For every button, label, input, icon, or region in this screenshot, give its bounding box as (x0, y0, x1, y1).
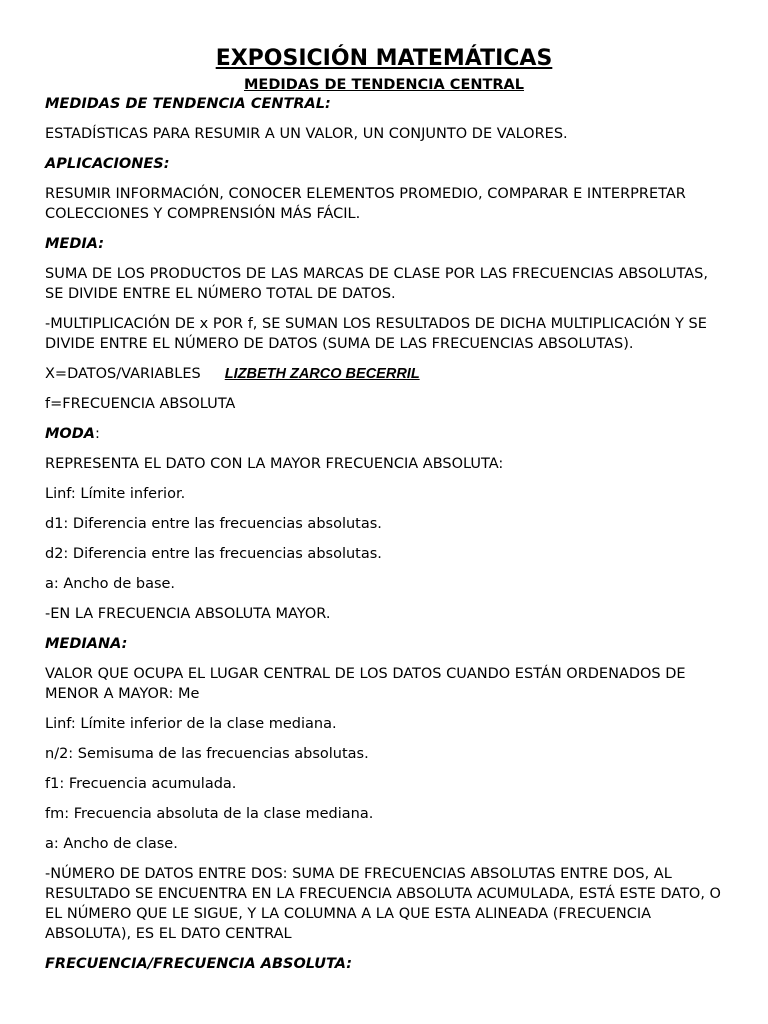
paragraph-mediana-fm: fm: Frecuencia absoluta de la clase mediana. (45, 806, 374, 822)
section-heading-moda: MODA (45, 426, 96, 442)
paragraph-aplicaciones: RESUMIR INFORMACIÓN, CONOCER ELEMENTOS PROMEDIO, COMPARAR E INTERPRETAR COLECCIONES Y COMPRENSIÓN MÁS FÁCIL. (45, 186, 686, 222)
paragraph-media-procedure: -MULTIPLICACIÓN DE x POR f, SE SUMAN LOS RESULTADOS DE DICHA MULTIPLICACIÓN Y SE DIVIDE ENTRE EL NÚMERO DE DATOS (SUMA DE LAS FRECUENCIAS ABSOLUTAS). (45, 316, 707, 352)
section-heading-moda-line (45, 424, 725, 444)
paragraph-mediana-procedure: -NÚMERO DE DATOS ENTRE DOS: SUMA DE FRECUENCIAS ABSOLUTAS ENTRE DOS, AL RESULTADO SE ENCUENTRA EN LA FRECUENCIA ABSOLUTA ACUMULADA, ESTÁ ESTE DATO, O EL NÚMERO QUE LE SIGUE, Y LA COLUMNA A LA QUE ESTA ALINEADA (FRECUENCIA ABSOLUTA), ES EL DATO CENTRAL (45, 866, 721, 942)
paragraph-moda-linf: Linf: Límite inferior. (45, 486, 186, 502)
page-subtitle: MEDIDAS DE TENDENCIA CENTRAL (243, 77, 525, 93)
variables-definition: X=DATOS/VARIABLES (45, 366, 201, 382)
paragraph-mediana-linf: Linf: Límite inferior de la clase mediana. (45, 716, 337, 732)
paragraph-media-definition: SUMA DE LOS PRODUCTOS DE LAS MARCAS DE CLASE POR LAS FRECUENCIAS ABSOLUTAS, SE DIVIDE ENTRE EL NÚMERO TOTAL DE DATOS. (45, 266, 708, 302)
paragraph-estadisticas: ESTADÍSTICAS PARA RESUMIR A UN VALOR, UN CONJUNTO DE VALORES. (45, 126, 568, 142)
moda-colon: : (95, 426, 100, 442)
paragraph-variables-line (45, 364, 725, 384)
paragraph-mediana-a: a: Ancho de clase. (45, 836, 178, 852)
paragraph-moda-definition: REPRESENTA EL DATO CON LA MAYOR FRECUENCIA ABSOLUTA: (45, 456, 504, 472)
paragraph-moda-d1: d1: Diferencia entre las frecuencias absolutas. (45, 516, 382, 532)
section-heading-aplicaciones: APLICACIONES: (45, 156, 170, 172)
paragraph-frecuencia-definition: f=FRECUENCIA ABSOLUTA (45, 396, 236, 412)
author-name: LIZBETH ZARCO BECERRIL (224, 366, 420, 382)
paragraph-moda-note: -EN LA FRECUENCIA ABSOLUTA MAYOR. (45, 606, 331, 622)
paragraph-mediana-f1: f1: Frecuencia acumulada. (45, 776, 237, 792)
paragraph-mediana-definition: VALOR QUE OCUPA EL LUGAR CENTRAL DE LOS DATOS CUANDO ESTÁN ORDENADOS DE MENOR A MAYOR: Me (45, 666, 686, 702)
section-heading-mediana: MEDIANA: (45, 636, 128, 652)
document-body (45, 94, 725, 984)
paragraph-mediana-n2: n/2: Semisuma de las frecuencias absolutas. (45, 746, 369, 762)
paragraph-moda-a: a: Ancho de base. (45, 576, 176, 592)
section-heading-medidas: MEDIDAS DE TENDENCIA CENTRAL: (45, 96, 331, 112)
section-heading-frecuencia: FRECUENCIA/FRECUENCIA ABSOLUTA: (45, 956, 353, 972)
section-heading-media: MEDIA: (45, 236, 105, 252)
paragraph-moda-d2: d2: Diferencia entre las frecuencias absolutas. (45, 546, 382, 562)
page-title: EXPOSICIÓN MATEMÁTICAS (215, 46, 553, 71)
